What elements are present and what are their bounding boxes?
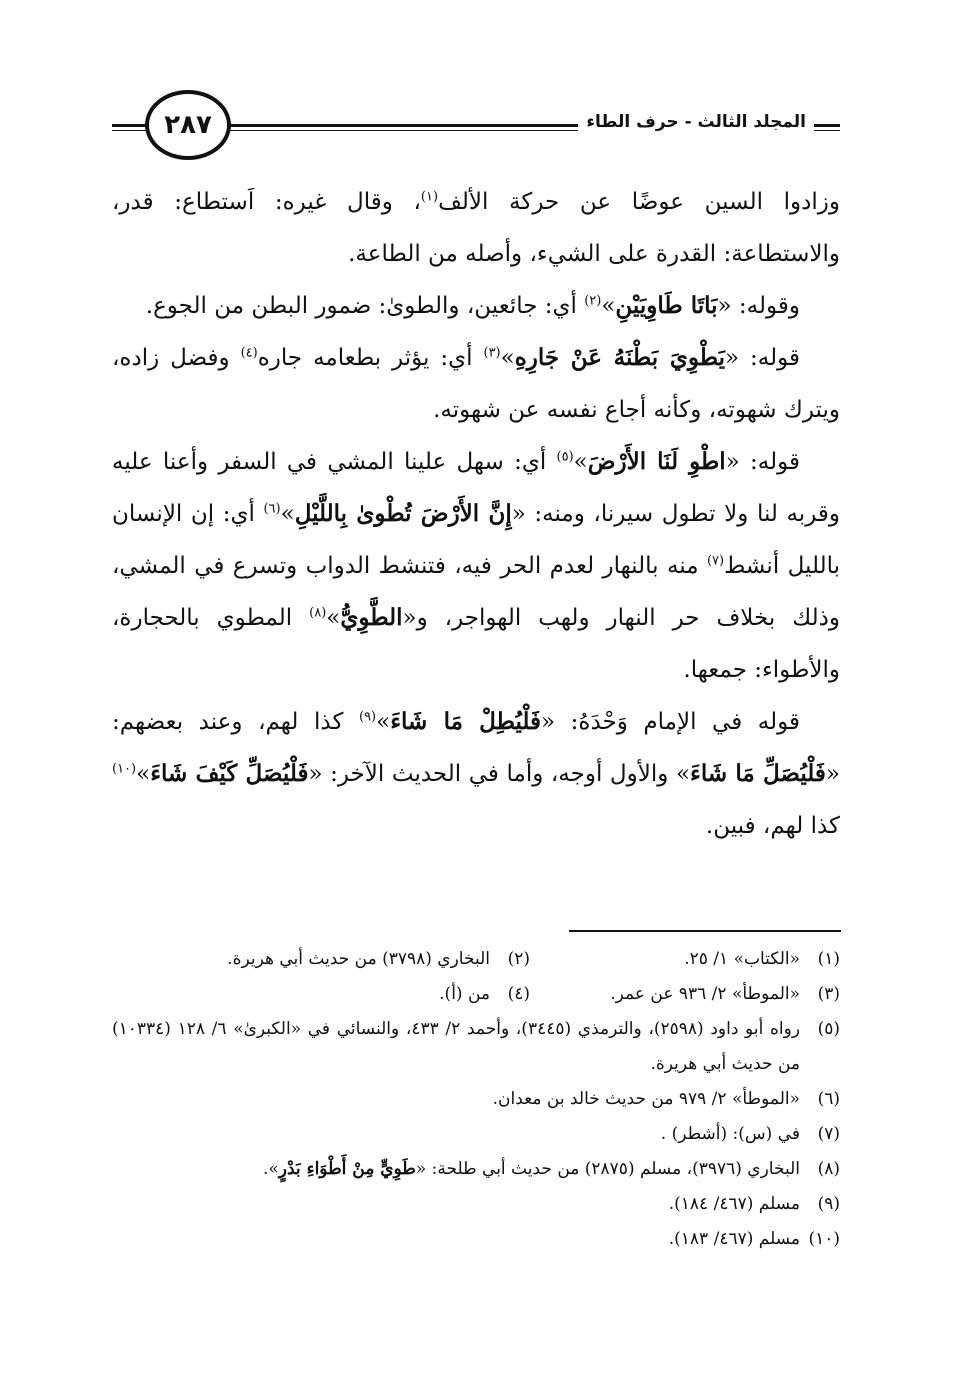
text-span: وقوله: «	[717, 293, 800, 319]
footnote-ref: (١)	[420, 189, 439, 205]
main-text	[112, 176, 840, 852]
footnote-ref: (٩)	[358, 709, 377, 725]
text-span: قوله في الإمام وَحْدَهُ: «	[541, 709, 800, 735]
footnote-text: من (أ).	[439, 984, 490, 1004]
text-span: »	[601, 293, 616, 319]
hadith-quote: فَلْيُصَلِّ كَيْفَ شَاءَ	[150, 760, 309, 787]
footnote-ref: (٢)	[584, 293, 602, 309]
footnotes	[112, 942, 840, 1257]
paragraph-1	[112, 176, 840, 280]
footnote-row	[112, 977, 840, 1012]
footnote-text: «الموطأ» ٢/ ٩٧٩ من حديث خالد بن معدان.	[492, 1089, 800, 1109]
text-span: »	[573, 449, 588, 475]
text-span: أي: يؤثر بطعامه جاره	[257, 345, 484, 371]
paragraph-2	[112, 280, 840, 332]
text-span: أي: جائعين، والطوىٰ: ضمور البطن من الجوع.	[145, 293, 585, 319]
footnote-4	[439, 977, 530, 1012]
footnote-ref: (٨)	[309, 605, 327, 621]
text-span: »	[136, 761, 151, 787]
paragraph-3	[112, 332, 840, 436]
footnote-10	[112, 1222, 840, 1257]
hadith-quote: بَاتَا طَاوِيَيْنِ	[615, 292, 718, 319]
text-span: »	[376, 709, 391, 735]
text-span: البخاري (٣٩٧٦)، مسلم (٢٨٧٥) من حديث أبي طلحة: «	[415, 1159, 800, 1179]
footnote-number: (٥)	[817, 1019, 840, 1039]
hadith-quote: فَلْيُصَلِّ مَا شَاءَ	[690, 760, 826, 787]
text-span: قوله: «	[725, 449, 800, 475]
footnote-row	[112, 942, 840, 977]
text-span: وزادوا السين عوضًا عن حركة الألف	[438, 189, 840, 215]
hadith-quote: الطَّوِيُّ	[340, 604, 403, 631]
footnote-number: (٨)	[817, 1159, 840, 1179]
text-span: »	[280, 501, 295, 527]
footnote-text: «الموطأ» ٢/ ٩٣٦ عن عمر.	[610, 984, 800, 1004]
footnote-number: (٧)	[817, 1124, 840, 1144]
footnote-6	[112, 1082, 840, 1117]
footnote-text: «الكتاب» ١/ ٢٥.	[684, 949, 800, 969]
page-header	[112, 88, 840, 178]
text-span: المطوي بالحجارة، والأطواء: جمعها.	[112, 605, 840, 683]
footnote-ref: (١٠)	[112, 761, 137, 777]
paragraph-5	[112, 696, 840, 852]
footnote-number: (٦)	[817, 1089, 840, 1109]
hadith-quote: يَطْوِيَ بَطْنَهُ عَنْ جَارِهِ	[514, 344, 725, 371]
footnote-ref: (٦)	[263, 501, 281, 517]
footnote-text: في (س): (أشطر) .	[660, 1124, 800, 1144]
hadith-quote: فَلْيُطِلْ مَا شَاءَ	[390, 708, 541, 735]
text-span: أي: إن الإنسان بالليل أنشط	[112, 501, 841, 579]
text-span: »	[326, 605, 341, 631]
hadith-quote: إِنَّ الأَرْضَ تُطْوىٰ بِاللَّيْلِ	[294, 500, 512, 527]
hadith-quote: اطْوِ لَنَا الأَرْضَ	[587, 448, 726, 475]
footnote-text: مسلم (٤٦٧/ ١٨٤).	[668, 1194, 800, 1214]
footnote-text: رواه أبو داود (٢٥٩٨)، والترمذي (٣٤٤٥)، وأحمد ٢/ ٤٣٣، والنسائي في «الكبرىٰ» ٦/ ١٢٨ (١٠٣٣٤) من حديث أبي هريرة.	[112, 1019, 800, 1074]
footnote-1	[530, 942, 840, 977]
footnote-number: (١)	[817, 949, 840, 969]
footnote-ref: (٥)	[556, 449, 574, 465]
footnote-7	[112, 1117, 840, 1152]
page-number: ٢٨٧	[145, 90, 231, 160]
footnote-number: (٣)	[817, 984, 840, 1004]
hadith-quote: طَوِيٍّ مِنْ أَطْوَاءِ بَدْرٍ	[278, 1159, 416, 1179]
paragraph-4	[112, 436, 840, 696]
footnote-2	[227, 942, 530, 977]
text-span: كذا لهم، وعند بعضهم: «	[112, 709, 840, 787]
footnote-number: (١٠)	[808, 1229, 840, 1249]
footnote-number: (٢)	[507, 949, 530, 969]
footnote-divider	[569, 930, 841, 932]
text-span: »	[500, 345, 515, 371]
text-span: وفضل زاده، ويترك شهوته، وكأنه أجاع نفسه عن شهوته.	[112, 345, 840, 423]
footnote-9	[112, 1187, 840, 1222]
text-span: ».	[262, 1159, 279, 1179]
footnote-3	[530, 977, 840, 1012]
footnote-number: (٤)	[507, 984, 530, 1004]
footnote-ref: (٣)	[483, 345, 501, 361]
footnote-text	[112, 1152, 800, 1187]
footnote-number: (٩)	[817, 1194, 840, 1214]
footnote-8	[112, 1152, 840, 1187]
footnote-text: البخاري (٣٧٩٨) من حديث أبي هريرة.	[227, 949, 490, 969]
footnote-text: مسلم (٤٦٧/ ١٨٣).	[668, 1229, 800, 1249]
footnote-ref: (٧)	[706, 553, 725, 569]
text-span: منه بالنهار لعدم الحر فيه، فتنشط الدواب وتسرع في المشي، وذلك بخلاف حر النهار ولهب الهواجر، و«	[112, 553, 840, 631]
running-title: المجلد الثالث - حرف الطاء	[578, 112, 814, 132]
text-span: قوله: «	[724, 345, 800, 371]
footnote-ref: (٤)	[240, 345, 258, 361]
text-span: كذا لهم، فبين.	[705, 813, 840, 839]
text-span: » والأول أوجه، وأما في الحديث الآخر: «	[308, 761, 691, 787]
text-span: أي: سهل علينا المشي في السفر وأعنا عليه وقربه لنا ولا تطول سيرنا، ومنه: «	[112, 449, 840, 527]
text-span: ، وقال غيره: اَستطاع: قدر، والاستطاعة: القدرة على الشيء، وأصله من الطاعة.	[112, 189, 840, 267]
footnote-5	[112, 1012, 840, 1082]
